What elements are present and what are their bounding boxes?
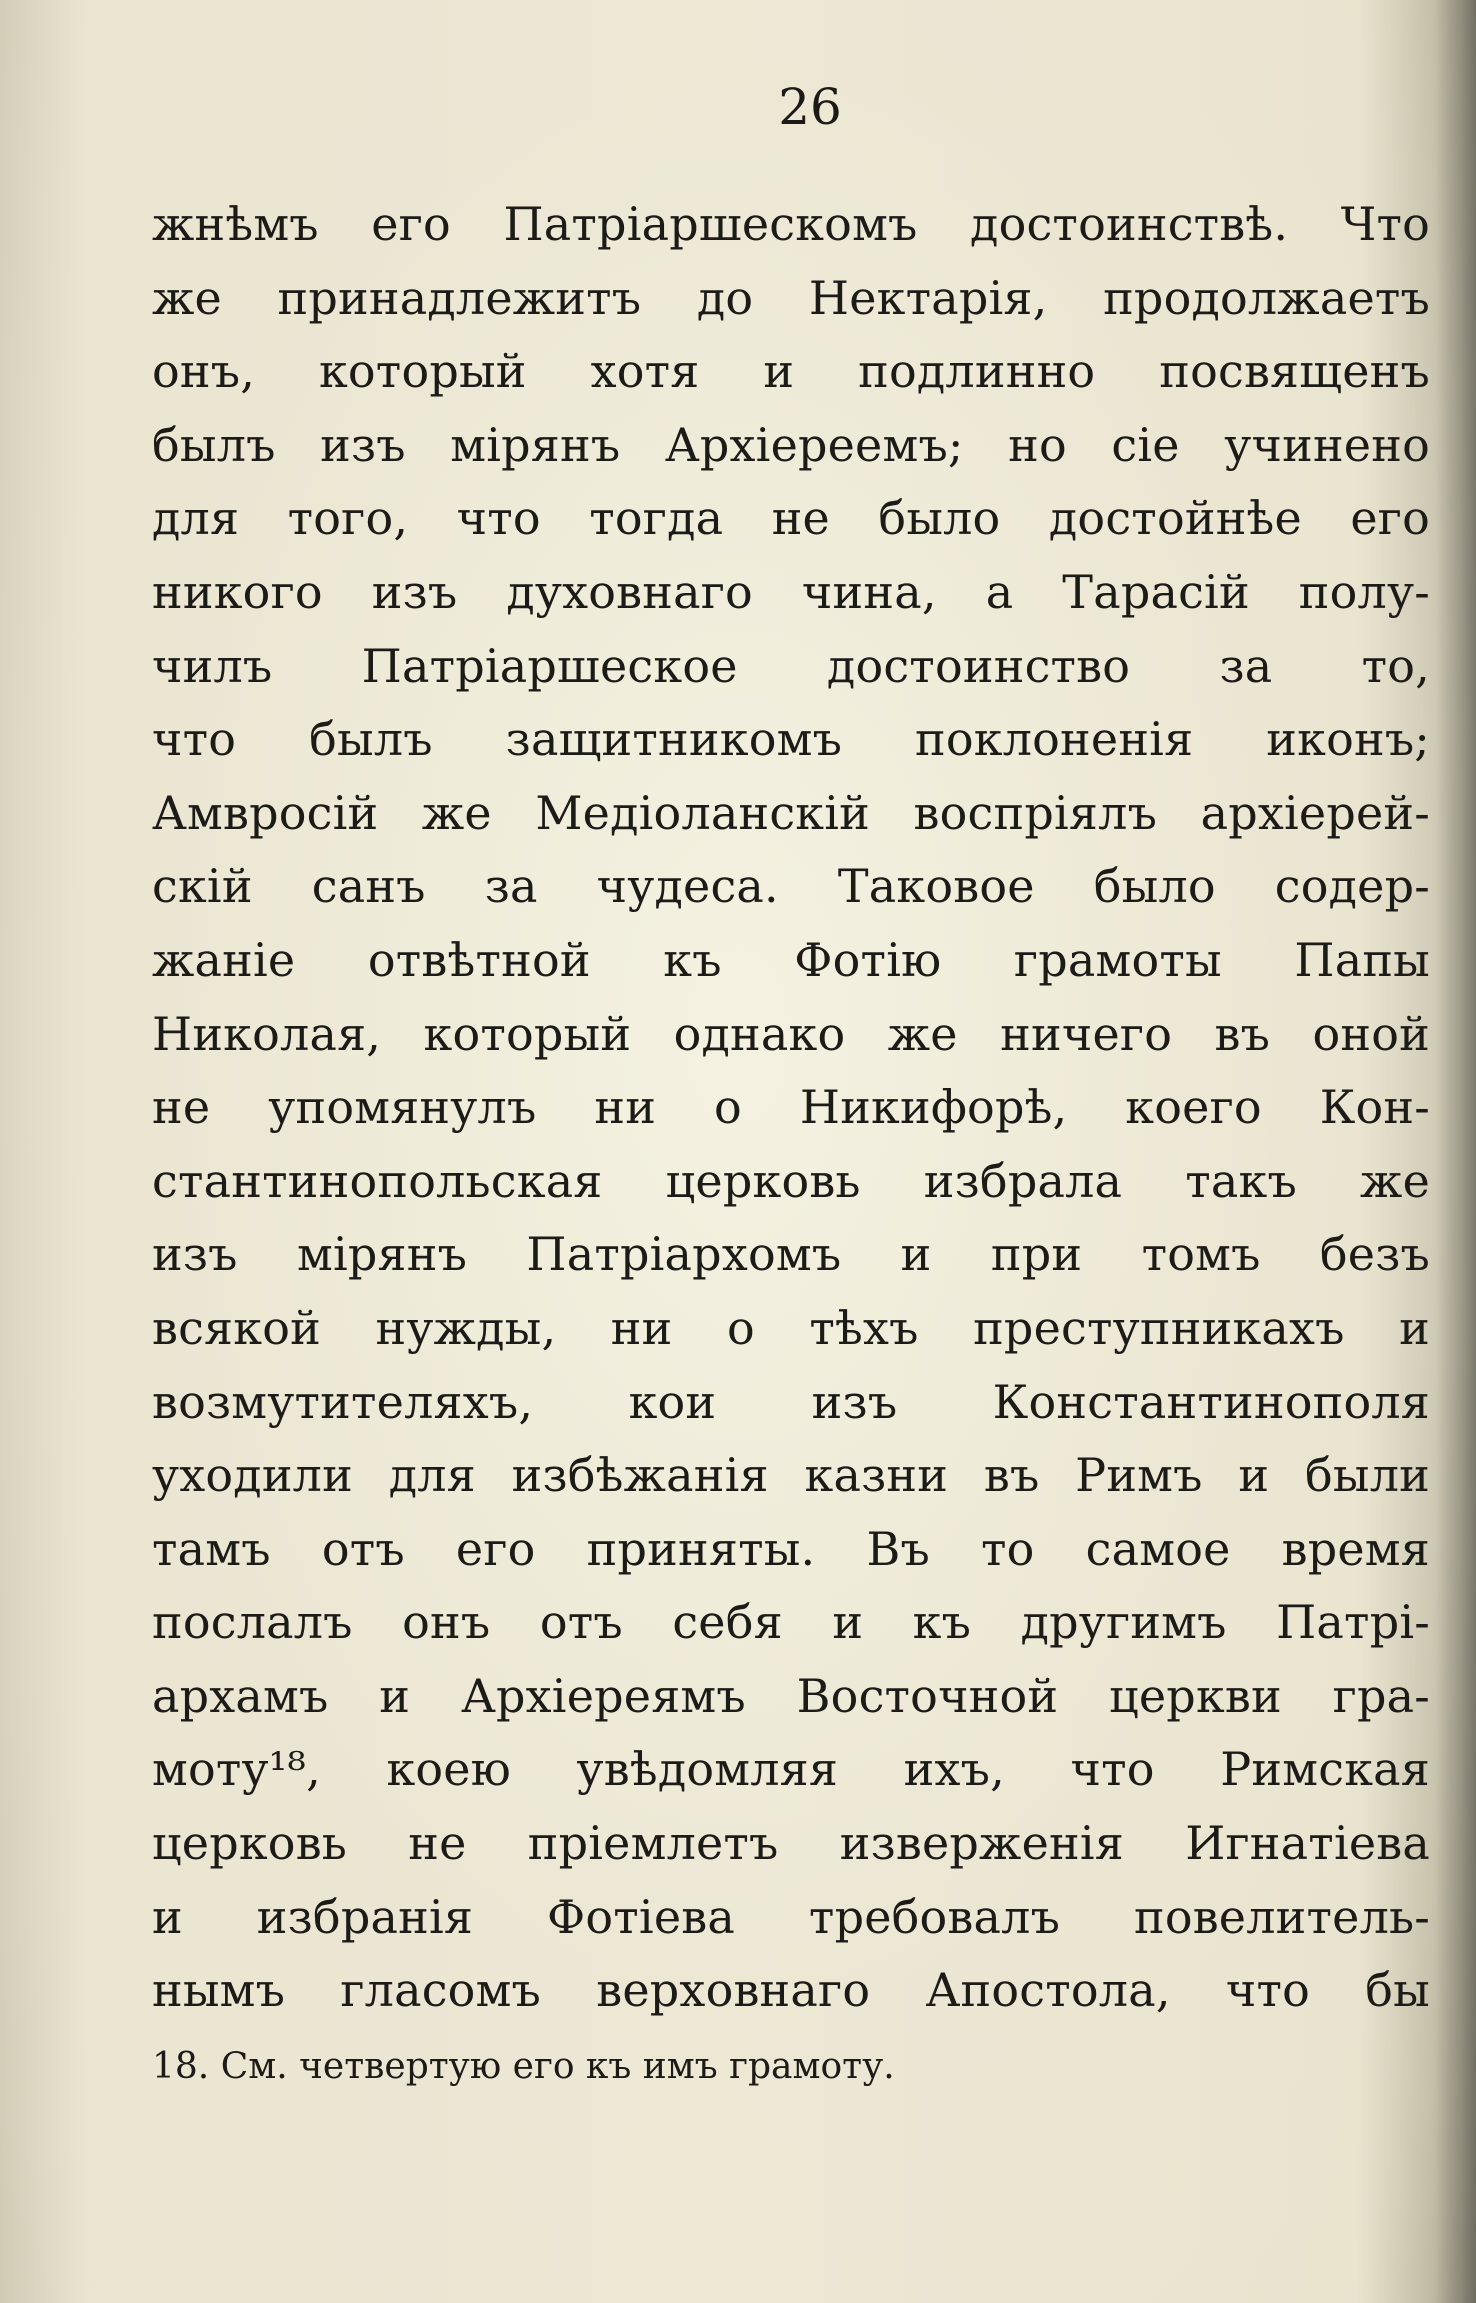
footnote: 18. См. четвертую его къ имъ грамоту. — [152, 2046, 895, 2087]
text-line: Николая, который однако же ничего въ оной — [152, 1006, 1430, 1061]
text-line: же принадлежитъ до Нектарія, продолжаетъ — [152, 270, 1430, 325]
text-line: изъ мірянъ Патріархомъ и при томъ безъ — [152, 1227, 1430, 1282]
text-line: Амвросій же Медіоланскій воспріялъ архіерей- — [152, 785, 1430, 840]
text-line: и избранія Фотіева требовалъ повелитель- — [152, 1889, 1430, 1944]
text-line: стантинопольская церковь избрала такъ же — [152, 1153, 1430, 1208]
text-line: не упомянулъ ни о Никифорѣ, коего Кон- — [152, 1080, 1430, 1135]
text-line: нымъ гласомъ верховнаго Апостола, что бы — [152, 1963, 1430, 2018]
text-line: чилъ Патріаршеское достоинство за то, — [152, 638, 1430, 693]
body-text — [152, 188, 1430, 2028]
text-line: что былъ защитникомъ поклоненія иконъ; — [152, 712, 1430, 767]
page-edge-shadow — [1436, 0, 1476, 2303]
text-line: всякой нужды, ни о тѣхъ преступникахъ и — [152, 1300, 1430, 1355]
text-line: архамъ и Архіереямъ Восточной церкви гра- — [152, 1668, 1430, 1723]
text-line: жаніе отвѣтной къ Фотію грамоты Папы — [152, 932, 1430, 987]
text-line: былъ изъ мірянъ Архіереемъ; но сіе учинено — [152, 417, 1430, 472]
text-line: уходили для избѣжанія казни въ Римъ и были — [152, 1448, 1430, 1503]
text-line: никого изъ духовнаго чина, а Тарасій полу- — [152, 564, 1430, 619]
text-line: для того, что тогда не было достойнѣе его — [152, 491, 1430, 546]
text-line: моту¹⁸, коею увѣдомляя ихъ, что Римская — [152, 1742, 1430, 1797]
text-line: возмутителяхъ, кои изъ Константинополя — [152, 1374, 1430, 1429]
text-line: церковь не пріемлетъ изверженія Игнатіева — [152, 1816, 1430, 1871]
text-line: послалъ онъ отъ себя и къ другимъ Патрі- — [152, 1595, 1430, 1650]
text-line: жнѣмъ его Патріаршескомъ достоинствѣ. Что — [152, 197, 1430, 251]
text-line: онъ, который хотя и подлинно посвященъ — [152, 344, 1430, 399]
text-line: тамъ отъ его приняты. Въ то самое время — [152, 1521, 1430, 1576]
page-number: 26 — [778, 78, 842, 136]
text-line: скій санъ за чудеса. Таковое было содер- — [152, 859, 1430, 914]
